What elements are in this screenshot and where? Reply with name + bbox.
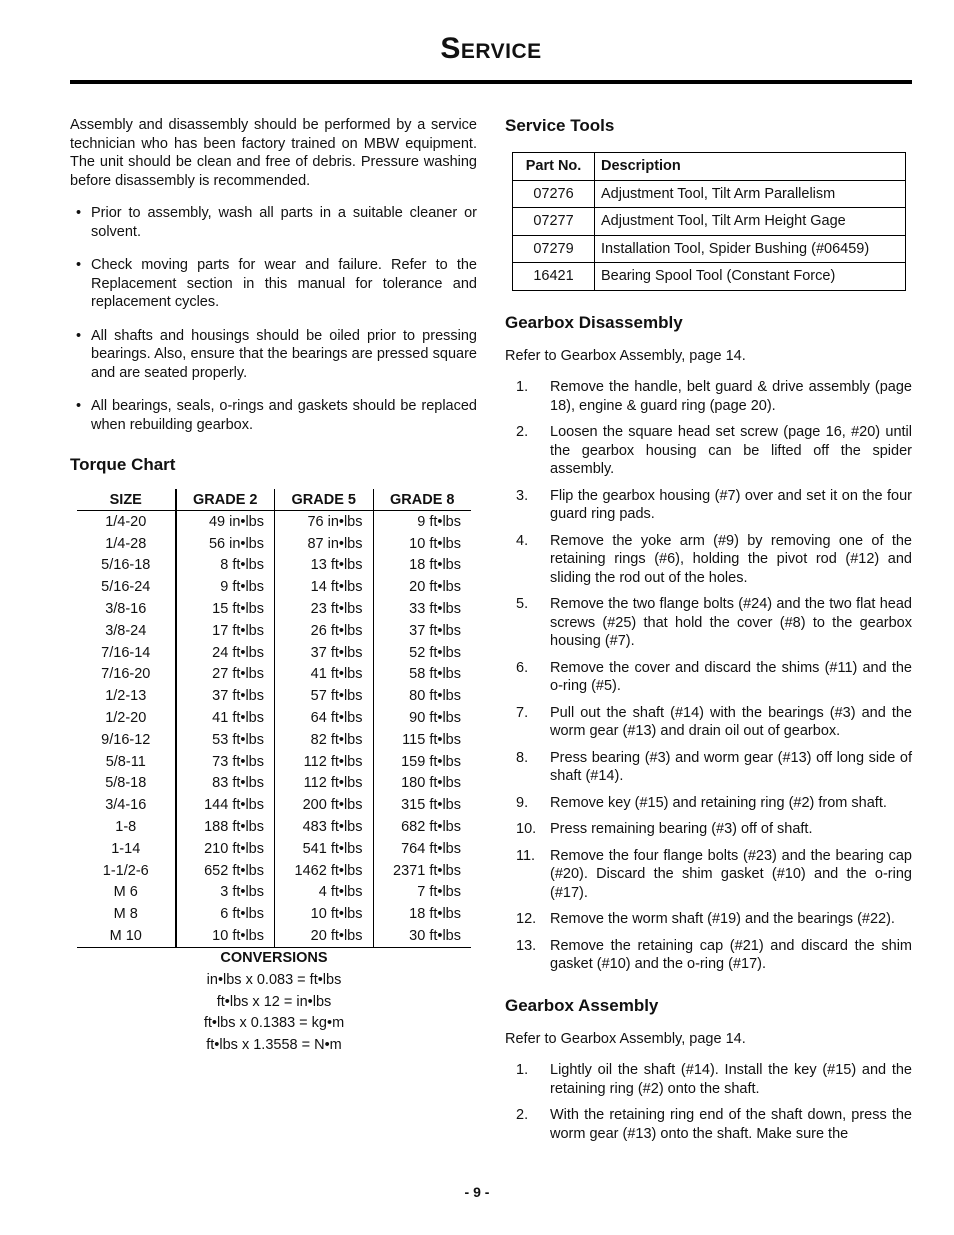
torque-header-row (77, 489, 471, 511)
step-number: 12. (516, 911, 537, 927)
torque-row (77, 729, 471, 751)
torque-row (77, 642, 471, 664)
torque-cell: 2371 ft•lbs (393, 862, 461, 879)
torque-cell: 7/16-14 (77, 642, 176, 664)
conversion-formula: ft•lbs x 1.3558 = N•m (206, 1037, 342, 1054)
torque-cell: 90 ft•lbs (409, 710, 461, 727)
torque-cell: 652 ft•lbs (176, 860, 275, 882)
torque-table (77, 489, 471, 1056)
torque-cell: 9 ft•lbs (417, 513, 461, 530)
assembly-step (505, 1061, 912, 1098)
torque-cell: 52 ft•lbs (409, 644, 461, 661)
assembly-reference: Refer to Gearbox Assembly, page 14. (505, 1030, 746, 1047)
torque-cell: 20 ft•lbs (275, 925, 374, 947)
assembly-steps (505, 1061, 912, 1143)
torque-cell: 83 ft•lbs (176, 773, 275, 795)
tool-description: Adjustment Tool, Tilt Arm Height Gage (595, 208, 906, 236)
step-text: Remove the retaining cap (#21) and discard the shim gasket (#10) and the o-ring (#17). (550, 937, 912, 972)
disassembly-step (505, 794, 912, 813)
step-number: 9. (516, 794, 529, 811)
torque-cell: 26 ft•lbs (275, 620, 374, 642)
title-rule (70, 80, 912, 84)
page-number: - 9 - (464, 1184, 490, 1200)
service-tools-heading: Service Tools (505, 116, 615, 135)
tools-row (513, 180, 906, 208)
torque-cell: M 8 (77, 903, 176, 925)
conversion-row (77, 1013, 471, 1035)
torque-row (77, 882, 471, 904)
torque-header-cell: GRADE 5 (275, 489, 374, 511)
torque-cell: 144 ft•lbs (176, 794, 275, 816)
step-text: Pull out the shaft (#14) with the bearings (#3) and the worm gear (#13) and drain oil out of gearbox. (550, 704, 912, 739)
disassembly-steps (505, 378, 912, 974)
bullet-text: Check moving parts for wear and failure. Refer to the Replacement section in this manual for tolerance and replacement cycles. (91, 257, 477, 310)
disassembly-step (505, 749, 912, 786)
tool-description: Adjustment Tool, Tilt Arm Parallelism (595, 180, 906, 208)
torque-cell: 56 in•lbs (176, 533, 275, 555)
disassembly-step (505, 423, 912, 479)
torque-row (77, 925, 471, 947)
step-text: Remove the yoke arm (#9) by removing one of the retaining rings (#6), holding the pivot rod (#12) and sliding the rod out of the holes. (550, 532, 912, 586)
right-column (505, 116, 912, 1151)
torque-cell: 3/8-24 (77, 620, 176, 642)
torque-cell: 682 ft•lbs (401, 819, 461, 836)
step-text: Remove the four flange bolts (#23) and the bearing cap (#20). Discard the shim gasket (#10) and the o-ring (#17). (550, 847, 912, 901)
torque-cell: 764 ft•lbs (401, 840, 461, 857)
torque-cell: 315 ft•lbs (401, 797, 461, 814)
step-number: 1. (516, 379, 529, 395)
step-text: Remove key (#15) and retaining ring (#2) from shaft. (550, 794, 887, 811)
disassembly-step (505, 820, 912, 839)
step-number: 2. (516, 424, 529, 440)
torque-cell: 13 ft•lbs (275, 555, 374, 577)
conversions-title: CONVERSIONS (77, 947, 471, 969)
torque-cell: 27 ft•lbs (176, 664, 275, 686)
torque-cell: 82 ft•lbs (275, 729, 374, 751)
step-text: Loosen the square head set screw (page 16, #20) until the gearbox housing can be lifted off the spider assembly. (550, 424, 912, 477)
disassembly-step (505, 487, 912, 524)
torque-row (77, 511, 471, 533)
conversion-row (77, 1034, 471, 1056)
torque-cell: 5/8-18 (77, 773, 176, 795)
torque-cell: 1-1/2-6 (77, 860, 176, 882)
service-tools-table (512, 152, 906, 291)
torque-cell: 14 ft•lbs (275, 576, 374, 598)
torque-chart-heading: Torque Chart (70, 455, 176, 474)
disassembly-step (505, 847, 912, 903)
conversions-header-row (77, 947, 471, 969)
part-number: 07279 (513, 235, 595, 263)
torque-cell: 87 in•lbs (275, 533, 374, 555)
torque-cell: 1/2-13 (77, 685, 176, 707)
bullet-item (70, 327, 477, 383)
disassembly-step (505, 532, 912, 588)
step-text: Lightly oil the shaft (#14). Install the key (#15) and the retaining ring (#2) onto the shaft. (550, 1062, 912, 1097)
tool-description: Installation Tool, Spider Bushing (#06459) (595, 235, 906, 263)
torque-cell: 5/16-18 (77, 555, 176, 577)
torque-cell: 5/8-11 (77, 751, 176, 773)
torque-cell: 41 ft•lbs (176, 707, 275, 729)
conversion-formula: ft•lbs x 12 = in•lbs (216, 993, 332, 1010)
torque-cell: 200 ft•lbs (275, 794, 374, 816)
torque-cell: 15 ft•lbs (176, 598, 275, 620)
torque-cell: 30 ft•lbs (409, 928, 461, 945)
gearbox-disassembly-heading: Gearbox Disassembly (505, 312, 683, 332)
torque-row (77, 903, 471, 925)
torque-cell: 76 in•lbs (275, 511, 374, 533)
torque-row (77, 751, 471, 773)
torque-row (77, 816, 471, 838)
torque-cell: 57 ft•lbs (275, 685, 374, 707)
disassembly-step (505, 704, 912, 741)
torque-cell: 58 ft•lbs (409, 666, 461, 683)
torque-cell: 9 ft•lbs (176, 576, 275, 598)
torque-cell: 541 ft•lbs (275, 838, 374, 860)
step-text: Flip the gearbox housing (#7) over and set it on the four guard ring pads. (550, 487, 912, 522)
step-text: Press bearing (#3) and worm gear (#13) off long side of shaft (#14). (550, 749, 912, 784)
step-number: 8. (516, 749, 529, 766)
torque-row (77, 773, 471, 795)
part-number: 07276 (513, 180, 595, 208)
bullet-text: All bearings, seals, o-rings and gaskets should be replaced when rebuilding gearbox. (91, 398, 477, 433)
page-title: Service (440, 32, 542, 65)
disassembly-step (505, 937, 912, 974)
torque-cell: 37 ft•lbs (275, 642, 374, 664)
torque-cell: 20 ft•lbs (409, 579, 461, 596)
step-number: 4. (516, 532, 529, 549)
torque-cell: 210 ft•lbs (176, 838, 275, 860)
torque-row (77, 860, 471, 882)
step-number: 1. (516, 1062, 529, 1078)
torque-cell: 73 ft•lbs (176, 751, 275, 773)
disassembly-step (505, 595, 912, 651)
torque-row (77, 685, 471, 707)
torque-row (77, 707, 471, 729)
torque-row (77, 620, 471, 642)
torque-cell: 1462 ft•lbs (275, 860, 374, 882)
step-text: Press remaining bearing (#3) off of shaft. (550, 821, 813, 837)
torque-cell: 180 ft•lbs (401, 775, 461, 792)
torque-cell: 33 ft•lbs (409, 601, 461, 618)
torque-cell: 1-14 (77, 838, 176, 860)
torque-header-cell: GRADE 8 (373, 489, 471, 511)
tools-header-cell: Description (595, 153, 906, 181)
torque-cell: 483 ft•lbs (275, 816, 374, 838)
torque-row (77, 838, 471, 860)
torque-cell: 7/16-20 (77, 664, 176, 686)
torque-cell: 80 ft•lbs (409, 688, 461, 705)
torque-cell: 3 ft•lbs (176, 882, 275, 904)
torque-cell: 37 ft•lbs (409, 622, 461, 639)
conversion-formula: ft•lbs x 0.1383 = kg•m (203, 1015, 345, 1032)
bullet-marker: • (76, 257, 82, 273)
bullet-marker: • (76, 205, 82, 221)
step-number: 5. (516, 596, 529, 612)
assembly-step (505, 1106, 912, 1143)
torque-cell: 53 ft•lbs (176, 729, 275, 751)
torque-cell: 10 ft•lbs (275, 903, 374, 925)
torque-cell: 188 ft•lbs (176, 816, 275, 838)
torque-cell: 7 ft•lbs (417, 884, 461, 901)
bullet-item (70, 397, 477, 434)
torque-header-cell: SIZE (77, 489, 176, 511)
torque-cell: 6 ft•lbs (176, 903, 275, 925)
torque-cell: 23 ft•lbs (275, 598, 374, 620)
torque-cell: 17 ft•lbs (176, 620, 275, 642)
bullet-item (70, 256, 477, 312)
disassembly-reference: Refer to Gearbox Assembly, page 14. (505, 347, 746, 364)
torque-cell: 24 ft•lbs (176, 642, 275, 664)
torque-cell: 8 ft•lbs (176, 555, 275, 577)
torque-cell: 10 ft•lbs (176, 925, 275, 947)
tools-row (513, 235, 906, 263)
step-text: Remove the two flange bolts (#24) and the two flat head screws (#25) that hold the cover (#8) to the gearbox housing (#7). (550, 596, 912, 649)
part-number: 16421 (513, 263, 595, 291)
conversion-formula: in•lbs x 0.083 = ft•lbs (206, 971, 342, 988)
tool-description: Bearing Spool Tool (Constant Force) (595, 263, 906, 291)
torque-cell: 1/4-20 (77, 511, 176, 533)
bullet-marker: • (76, 398, 82, 414)
torque-row (77, 533, 471, 555)
step-text: With the retaining ring end of the shaft down, press the worm gear (#13) onto the shaft. Make sure the (550, 1107, 912, 1142)
torque-header-cell: GRADE 2 (176, 489, 275, 511)
bullet-marker: • (76, 327, 82, 344)
torque-cell: 3/4-16 (77, 794, 176, 816)
torque-cell: 5/16-24 (77, 576, 176, 598)
tools-row (513, 263, 906, 291)
torque-cell: 3/8-16 (77, 598, 176, 620)
bullet-item (70, 204, 477, 241)
torque-row (77, 598, 471, 620)
torque-cell: 4 ft•lbs (275, 882, 374, 904)
torque-cell: M 6 (77, 882, 176, 904)
conversion-row (77, 969, 471, 991)
step-text: Remove the handle, belt guard & drive assembly (page 18), engine & guard ring (page 20). (550, 379, 912, 414)
torque-cell: 37 ft•lbs (176, 685, 275, 707)
torque-cell: 49 in•lbs (176, 511, 275, 533)
step-number: 13. (516, 937, 537, 954)
torque-cell: M 10 (77, 925, 176, 947)
step-number: 3. (516, 487, 529, 504)
step-number: 2. (516, 1107, 529, 1123)
bullet-text: All shafts and housings should be oiled prior to pressing bearings. Also, ensure that the bearings are pressed square and are seated properly. (91, 327, 477, 381)
torque-cell: 18 ft•lbs (409, 557, 461, 574)
step-text: Remove the worm shaft (#19) and the bearings (#22). (550, 911, 895, 927)
torque-cell: 112 ft•lbs (275, 773, 374, 795)
gearbox-assembly-heading: Gearbox Assembly (505, 995, 659, 1015)
bullet-text: Prior to assembly, wash all parts in a suitable cleaner or solvent. (91, 205, 477, 240)
step-number: 11. (516, 847, 536, 864)
conversion-row (77, 991, 471, 1013)
torque-row (77, 794, 471, 816)
torque-cell: 112 ft•lbs (275, 751, 374, 773)
torque-cell: 1/4-28 (77, 533, 176, 555)
tools-header-row (513, 153, 906, 181)
torque-cell: 115 ft•lbs (402, 731, 461, 748)
tools-header-cell: Part No. (513, 153, 595, 181)
tools-row (513, 208, 906, 236)
left-column (70, 116, 477, 1056)
disassembly-step (505, 378, 912, 415)
torque-cell: 10 ft•lbs (409, 535, 461, 552)
step-number: 7. (516, 704, 529, 721)
disassembly-step (505, 659, 912, 696)
torque-cell: 64 ft•lbs (275, 707, 374, 729)
prep-bullet-list (70, 204, 477, 434)
disassembly-step (505, 910, 912, 929)
step-text: Remove the cover and discard the shims (#11) and the o-ring (#5). (550, 659, 912, 694)
torque-row (77, 555, 471, 577)
torque-cell: 41 ft•lbs (275, 664, 374, 686)
step-number: 10. (516, 821, 537, 837)
torque-cell: 1/2-20 (77, 707, 176, 729)
torque-row (77, 576, 471, 598)
torque-row (77, 664, 471, 686)
intro-paragraph: Assembly and disassembly should be performed by a service technician who has been factory trained on MBW equipment. The unit should be clean and free of debris. Pressure washing before disassembly is recommended. (70, 117, 477, 189)
torque-cell: 1-8 (77, 816, 176, 838)
torque-cell: 159 ft•lbs (401, 753, 461, 770)
step-number: 6. (516, 659, 529, 676)
torque-cell: 9/16-12 (77, 729, 176, 751)
part-number: 07277 (513, 208, 595, 236)
torque-cell: 18 ft•lbs (409, 906, 461, 923)
